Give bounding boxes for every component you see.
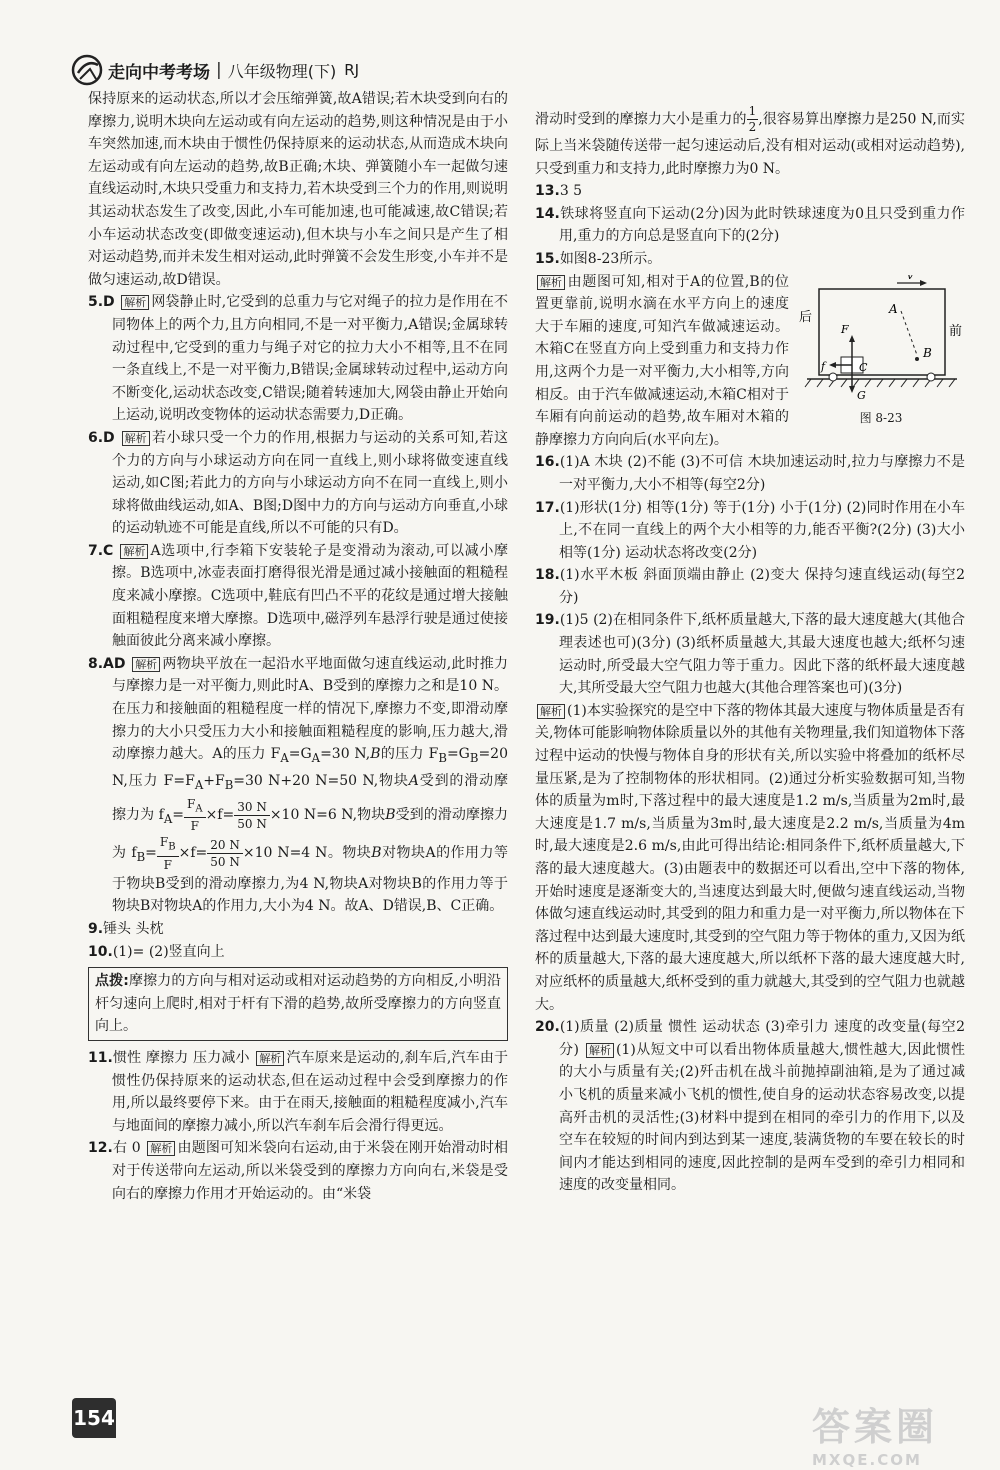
analysis-tag: 解析 <box>537 704 565 719</box>
answer-15: 15.如图8-23所示。 <box>535 250 662 267</box>
book-subtitle: 八年级物理(下) <box>227 61 337 81</box>
drop-b <box>915 357 919 361</box>
figure-8-23 <box>797 274 965 426</box>
force-f-head <box>829 362 836 368</box>
truck-diagram <box>797 275 965 403</box>
answer-18: 18.(1)水平木板 斜面顶端由静止 (2)变大 保持匀速直线运动(每空2分) <box>535 567 965 606</box>
answer-17: 17.(1)形状(1分) 相等(1分) 等于(1分) 小于(1分) (2)同时作用在小车上,不在同一直线上的两个大小相等的力,能否平衡?(2分) (3)大小相等(1分) 运动状态将改变(2分) <box>535 499 965 561</box>
label-back: 后 <box>799 309 813 325</box>
watermark <box>812 1396 988 1469</box>
car-body <box>819 289 945 375</box>
answer-16: 16.(1)A 木块 (2)不能 (3)不可信 木块加速运动时,拉力与摩擦力不是一对平衡力,大小不相等(每空2分) <box>535 454 965 493</box>
left-column <box>88 88 508 1205</box>
watermark-title: 答案圈 <box>812 1405 939 1449</box>
wheel-front <box>927 373 935 381</box>
answer-9: 9.锤头 头枕 <box>88 920 164 937</box>
label-f: f <box>821 359 826 373</box>
answer-11: 11.惯性 摩擦力 压力减小 解析 汽车原来是运动的,刹车后,汽车由于惯性仍保持原来的运动状态,但在运动过程中会受到摩擦力的作用,所以最终要停下来。由于在雨天,接触面的粗糙程度减小,汽车与地面间的摩擦力减小,所以汽车刹车后会滑行得更远。 <box>88 1049 509 1134</box>
analysis-tag: 解析 <box>121 295 149 310</box>
label-fn: F <box>841 322 849 336</box>
answer-6: 6.D 解析 若小球只受一个力的作用,根据力与运动的关系可知,若这个力的方向与小球运动方向在同一直线上,则小球将做变速直线运动,如C图;若此力的方向与小球运动方向不在同一直线上,则小球将做曲线运动,如A、B图;D图中力的方向与运动方向垂直,小球的运动轨迹不可能是直线,所以不可能的只有D。 <box>88 429 509 537</box>
answer-5: 5.D 解析 网袋静止时,它受到的总重力与它对绳子的拉力是作用在不同物体上的两个力,且方向相同,不是一对平衡力,A错误;金属球转动过程中,它受到的重力与绳子对它的拉力大小不相等,且不在同一条直线上,不是一对平衡力,B错误;金属球转动过程中,运动方向不断变化,运动状态改变,C错误;随着转速加大,网袋由静止开始向上运动,说明改变物体的运动状态需要力,D正确。 <box>88 294 509 424</box>
book-edition: RJ <box>344 61 360 79</box>
tip-box: 点拨:摩擦力的方向与相对运动或相对运动趋势的方向相反,小明沿杆匀速向上爬时,相对于杆有下滑的趋势,故所受摩擦力的方向竖直向上。 <box>88 967 508 1041</box>
analysis-tag: 解析 <box>256 1051 284 1066</box>
watermark-url: MXQE.COM <box>812 1451 922 1469</box>
force-g-head <box>849 386 855 393</box>
answer-20: 20.(1)质量 (2)质量 惯性 运动状态 (3)牵引力 速度的改变量(每空2分) 解析 (1)从短文中可以看出物体质量越大,惯性越大,因此惯性的大小与质量有关;(2)歼击机在战斗前抛掉副油箱,是为了通过减小飞机的质量来减小飞机的惯性,使自身的运动状态容易改变,以提高歼击机的灵活性;(3)材料中提到在相同的牵引力的作用下,以及空车在较短的时间内到达到某一速度,装满货物的车要在较长的时间内才能达到相同的速度,因此控制的是两车受到的牵引力相同和速度的改变量相同。 <box>535 1019 966 1194</box>
answer-12: 12.右 0 解析 由题图可知米袋向右运动,由于米袋在刚开始滑动时相对于传送带向左运动,所以米袋受到的摩擦力方向向右,米袋是受向右的摩擦力作用才开始运动的。由“米袋 <box>88 1140 509 1202</box>
answer-19-analysis: 解析 (1)本实验探究的是空中下落的物体其最大速度与物体质量是否有关,物体可能影响物体除质量以外的其他有关物理量,我们知道物体下落过程中运动的快慢与物体自身的形状有关,所以实验中将叠加的纸杯尽量压紧,是为了控制物体的形状相同。(2)通过分析实验数据可知,当物体的质量为m时,下落过程中的最大速度是1.2 m/s,当质量为2m时,最大速度是1.7 m/s,当质量为3m时,最大速度是2.2 m/s,当质量为4m时,最大速度是2.6 m/s,由此可得出结论:相同条件下,纸杯质量越大,下落的最大速度越大。(3)由题表中的数据还可以看出,空中下落的物体,开始时速度是逐渐变大的,当速度达到最大时,便做匀速直线运动,当物体做匀速直线运动时,其受到的阻力和重力是一对平衡力,所以物体在下落过程中达到最大速度时,其受到的空气阻力等于物体的重力,又因为纸杯的质量越大,下落的最大速度越大,所以纸杯下落的最大速度越大时,对应纸杯的质量越大,纸杯受到的重力就越大,其受到的空气阻力也就越大。 <box>535 702 965 1013</box>
label-c: C <box>859 360 868 374</box>
answer-10: 10.(1)= (2)竖直向上 <box>88 943 225 960</box>
label-g: G <box>857 388 866 402</box>
label-b: B <box>923 345 932 360</box>
book-title: 走向中考考场 <box>108 62 210 83</box>
wheel-rear <box>829 373 837 381</box>
analysis-tag: 解析 <box>132 657 160 672</box>
page-header <box>70 50 400 90</box>
answer-14: 14.铁球将竖直向下运动(2分)因为此时铁球速度为0且只受到重力作用,重力的方向总是竖直向下的(2分) <box>535 205 965 245</box>
analysis-tag: 解析 <box>122 431 150 446</box>
right-column <box>535 104 965 1197</box>
page-number: 154 <box>72 1398 116 1438</box>
label-v: v <box>907 274 914 282</box>
answer-13: 13.3 5 <box>535 183 583 200</box>
analysis-tag: 解析 <box>147 1141 175 1156</box>
velocity-head <box>920 280 927 286</box>
label-a: A <box>889 301 898 316</box>
answer-8: 8.AD 解析 两物块平放在一起沿水平地面做匀速直线运动,此时推力与摩擦力是一对平衡力,则此时A、B受到的摩擦力之和是10 N。在压力和接触面的粗糙程度一样的情况下,摩擦力不变,即滑动摩擦力的大小只受压力大小和接触面粗糙程度的影响,压力越大,滑动摩擦力越大。A的压力 $F_A=G_A=30$ N,B的压力 $F_B=G_B=20$ N,压力 $F=F_A+F_B=30$ N+20 N=50 N,物块A受到的滑动摩擦力为 $f_A=$ $\frac{F_A}{F}$ ×f= $\frac{30 N}{50 N}$ ×10 N=6 N,物块B受到的滑动摩擦力为 $f_B=$ $\frac{F_B}{F}$ ×f= $\frac{20 N}{50 N}$ ×10 N=4 N。物块B对物块A的作用力等于物块B受到的滑动摩擦力,为4 N,物块A对物块B的作用力等于物块B对物块A的作用力,大小为4 N。故A、D错误,B、C正确。 <box>88 655 508 915</box>
analysis-tag: 解析 <box>120 544 148 559</box>
force-fn-head <box>849 335 855 342</box>
drop-path <box>901 311 917 355</box>
continued-text-12: 滑动时受到的摩擦力大小是重力的 $\frac{1}{2}$ ,很容易算出摩擦力是250 N,而实际上当米袋随传送带一起匀速运动后,没有相对运动(或相对运动趋势),只受到重力和支持力,此时摩擦力为0 N。 <box>535 104 966 177</box>
label-front: 前 <box>949 323 963 339</box>
figure-caption: 图 8-23 <box>859 411 903 426</box>
continued-text: 保持原来的运动状态,所以才会压缩弹簧,故A错误;若木块受到向右的摩擦力,说明木块向左运动或有向左运动的趋势,则这种情况是由于小车突然加速,而木块由于惯性仍保持原来的运动状态,从而造成木块向左运动或有向左运动的趋势,故B正确;木块、弹簧随小车一起做匀速直线运动时,木块只受重力和支持力,若木块受到三个力的作用,则说明其运动状态发生了改变,因此,小车可能加速,也可能减速,故C错误;若小车运动状态改变(即做变速运动),但木块与小车之间只是产生了相对运动趋势,而并未发生相对运动,此时弹簧不会发生形变,小车并不是做匀速运动,故D错误。 <box>88 91 508 288</box>
header-separator: | <box>216 60 222 80</box>
answer-7: 7.C 解析 A选项中,行李箱下安装轮子是变滑动为滚动,可以减小摩擦。B选项中,冰壶表面打磨得很光滑是通过减小接触面的粗糙程度来减小摩擦。C选项中,鞋底有凹凸不平的花纹是通过增大接触面粗糙程度来增大摩擦。D选项中,磁浮列车悬浮行驶是通过使接触面彼此分离来减小摩擦。 <box>88 542 509 650</box>
analysis-tag: 解析 <box>586 1043 614 1058</box>
answer-15-analysis <box>535 271 965 452</box>
tip-label: 点拨: <box>95 973 129 990</box>
answer-19: 19.(1)5 (2)在相同条件下,纸杯质量越大,下落的最大速度越大(其他合理表述也可)(3分) (3)纸杯质量越大,其最大速度也越大;纸杯匀速运动时,所受最大空气阻力等于重力。因此下落的纸杯最大速度越大,其所受最大空气阻力也越大(其他合理答案也可)(3分) <box>535 612 965 697</box>
answer-15-text: 解析 由题图可知,相对于A的位置,B的位置更靠前,说明水滴在水平方向上的速度大于车厢的速度,可知汽车做减速运动。木箱C在竖直方向上受到重力和支持力作用,这两个力是一对平衡力,大小相等,方向相反。由于汽车做减速运动,木箱C相对于车厢有向前运动的趋势,故车厢对木箱的静摩擦力方向向后(水平向左)。 <box>535 273 789 448</box>
book-logo-icon <box>70 53 104 87</box>
analysis-tag: 解析 <box>537 275 565 290</box>
